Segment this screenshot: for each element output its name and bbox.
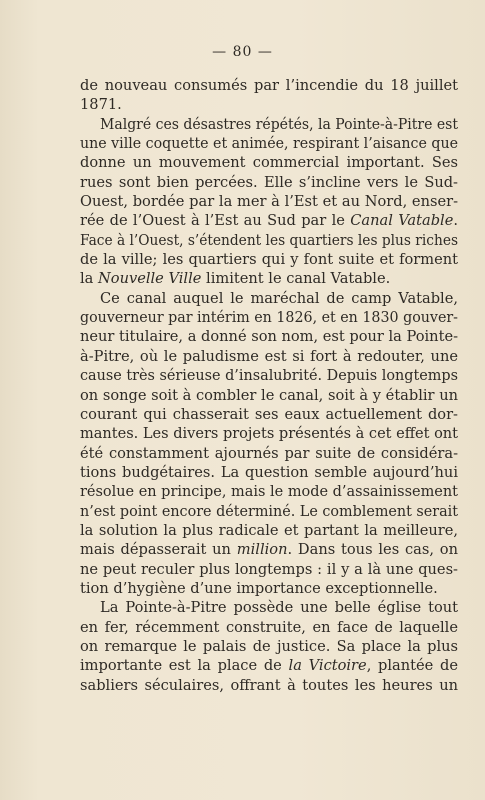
text-line	[80, 598, 458, 617]
text-line	[80, 269, 458, 288]
text-line	[80, 366, 458, 385]
italic-text: Nouvelle Ville	[98, 270, 202, 288]
text-segment: . Dans tous les cas, on	[287, 541, 458, 559]
text-segment: donne un mouvement commercial important. Ses	[80, 154, 458, 172]
text-line	[80, 482, 458, 501]
text-line	[80, 231, 458, 250]
text-segment: 1871.	[80, 96, 122, 114]
text-line	[80, 134, 458, 153]
text-segment: la solution la plus radicale et partant la meilleure,	[80, 521, 458, 539]
text-segment: mantes. Les divers projets présentés à cet effet ont	[80, 425, 458, 443]
text-line	[80, 502, 458, 521]
text-line	[80, 637, 458, 656]
text-line	[80, 560, 458, 579]
text-line	[80, 444, 458, 463]
text-line	[80, 405, 458, 424]
text-line	[80, 76, 458, 95]
text-segment: la	[80, 270, 99, 288]
text-segment: de nouveau consumés par l’incendie du 18 juillet	[80, 77, 458, 94]
text-segment: tions budgétaires. La question semble aujourd’hui	[80, 463, 458, 481]
text-segment: Ce canal auquel le maréchal de camp Vatable,	[100, 289, 458, 307]
text-segment: limitent le canal Vatable.	[201, 270, 391, 288]
text-segment: rée de l’Ouest à l’Est au Sud par le	[80, 212, 351, 230]
text-line	[80, 250, 458, 269]
text-line	[80, 424, 458, 443]
page-number: — 80 —	[212, 44, 273, 60]
text-segment: résolue en principe, mais le mode d’assainissement	[80, 483, 458, 501]
text-line	[80, 95, 458, 114]
italic-text: la Victoire	[288, 657, 367, 675]
text-line	[80, 676, 458, 695]
text-segment: , plantée de	[366, 657, 458, 675]
text-segment: de la ville; les quartiers qui y font suite et forment	[80, 251, 458, 269]
text-line	[80, 521, 458, 540]
text-segment: à-Pitre, où le paludisme est si fort à redouter, une	[80, 347, 458, 365]
text-line	[80, 173, 458, 192]
text-segment: mais dépasserait un	[80, 541, 237, 559]
text-segment: en fer, récemment construite, en face de laquelle	[80, 618, 458, 636]
text-line	[80, 308, 458, 327]
text-line	[80, 463, 458, 482]
text-line	[80, 579, 458, 598]
text-line	[80, 192, 458, 211]
text-segment: on remarque le palais de justice. Sa place la plus	[80, 637, 458, 655]
text-segment: importante est la place de	[80, 657, 289, 675]
text-segment: La Pointe-à-Pitre possède une belle église tout	[100, 599, 458, 617]
text-segment: ne peut reculer plus longtemps : il y a là une ques-	[80, 560, 458, 578]
text-segment: Malgré ces désastres répétés, la Pointe-à-Pitre est	[100, 115, 458, 133]
text-line	[80, 289, 458, 308]
text-segment: .	[453, 212, 458, 230]
text-line	[80, 153, 458, 172]
text-segment: rues sont bien percées. Elle s’incline vers le Sud-	[80, 173, 458, 191]
text-segment: Ouest, bordée par la mer à l’Est et au Nord, enser-	[80, 193, 458, 211]
text-line	[80, 347, 458, 366]
text-segment: été constamment ajournés par suite de considéra-	[80, 444, 458, 462]
text-line	[80, 115, 458, 134]
text-segment: tion d’hygiène d’une importance exceptionnelle.	[80, 579, 438, 597]
text-line	[80, 386, 458, 405]
text-line	[80, 327, 458, 346]
text-segment: neur titulaire, a donné son nom, est pour la Pointe-	[80, 328, 458, 346]
text-segment: une ville coquette et animée, respirant l’aisance que	[80, 135, 458, 153]
text-segment: n’est point encore déterminé. Le comblement serait	[80, 502, 458, 520]
text-segment: on songe soit à combler le canal, soit à y établir un	[80, 386, 458, 404]
text-line	[80, 656, 458, 675]
text-segment: Face à l’Ouest, s’étendent les quartiers les plus riches	[80, 231, 458, 249]
italic-text: million	[236, 541, 288, 559]
text-line	[80, 211, 458, 230]
body-text	[80, 76, 458, 695]
text-line	[80, 540, 458, 559]
italic-text: Canal Vatable	[350, 212, 454, 230]
text-segment: gouverneur par intérim en 1826, et en 1830 gouver-	[80, 309, 458, 327]
text-segment: sabliers séculaires, offrant à toutes les heures un	[80, 676, 458, 694]
text-segment: cause très sérieuse d’insalubrité. Depuis longtemps	[80, 367, 458, 385]
text-segment: courant qui chasserait ses eaux actuellement dor-	[80, 405, 458, 423]
text-line	[80, 618, 458, 637]
